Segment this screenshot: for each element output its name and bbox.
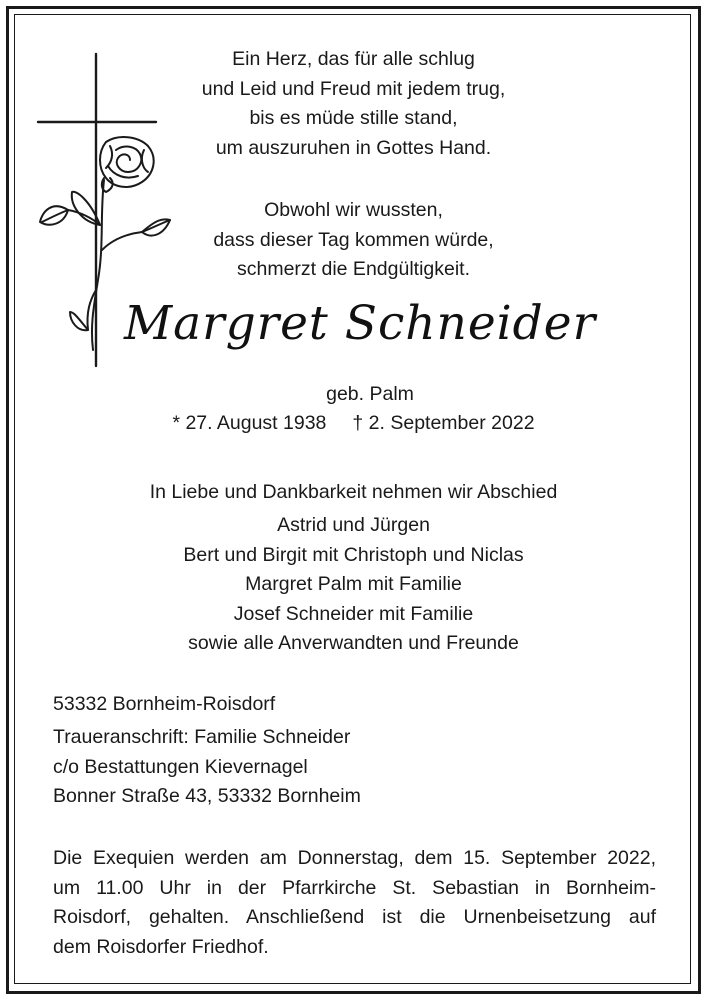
poem-line: um auszuruhen in Gottes Hand.	[215, 136, 492, 159]
poem-top	[100, 45, 607, 163]
farewell-text: In Liebe und Dankbarkeit nehmen wir Abschied	[149, 481, 558, 503]
mourner-item: sowie alle Anverwandten und Freunde	[188, 632, 519, 654]
poem-line: bis es müde stille stand,	[249, 107, 458, 129]
place: 53332 Bornheim-Roisdorf	[53, 693, 276, 715]
poem-line: und Leid und Freud mit jedem trug,	[201, 77, 506, 100]
poem-line: dass dieser Tag kommen würde,	[213, 228, 494, 251]
mourner-item: Margret Palm mit Familie	[245, 573, 462, 595]
poem-line: schmerzt die Endgültigkeit.	[236, 258, 471, 280]
death-date: † 2. September 2022	[352, 412, 535, 434]
mourners-list	[100, 511, 607, 659]
maiden-name: geb. Palm	[326, 383, 414, 405]
service-line: um 11.00 Uhr in der Pfarrkirche St. Sebastian in Bornheim-	[53, 876, 656, 899]
poem-line: Obwohl wir wussten,	[264, 199, 443, 221]
address-line: c/o Bestattungen Kievernagel	[53, 755, 308, 778]
service-info	[53, 844, 656, 962]
address-line: Traueranschrift: Familie Schneider	[53, 726, 351, 748]
life-dates	[100, 409, 607, 439]
deceased-name: Margret Schneider	[123, 296, 597, 351]
poem-bottom	[100, 196, 607, 285]
mourner-item: Bert und Birgit mit Christoph und Niclas	[183, 543, 524, 566]
service-line: dem Roisdorfer Friedhof.	[53, 935, 269, 958]
mourner-item: Astrid und Jürgen	[277, 514, 430, 536]
service-line: Roisdorf, gehalten. Anschließend ist die Urnenbeisetzung auf	[53, 906, 656, 928]
birth-date: * 27. August 1938	[172, 412, 327, 434]
mourner-item: Josef Schneider mit Familie	[233, 602, 474, 625]
mourning-address	[53, 723, 361, 812]
address-line: Bonner Straße 43, 53332 Bornheim	[53, 785, 361, 807]
service-line: Die Exequien werden am Donnerstag, dem 15. September 2022,	[53, 847, 656, 869]
poem-line: Ein Herz, das für alle schlug	[232, 48, 475, 70]
farewell-line	[100, 478, 607, 508]
